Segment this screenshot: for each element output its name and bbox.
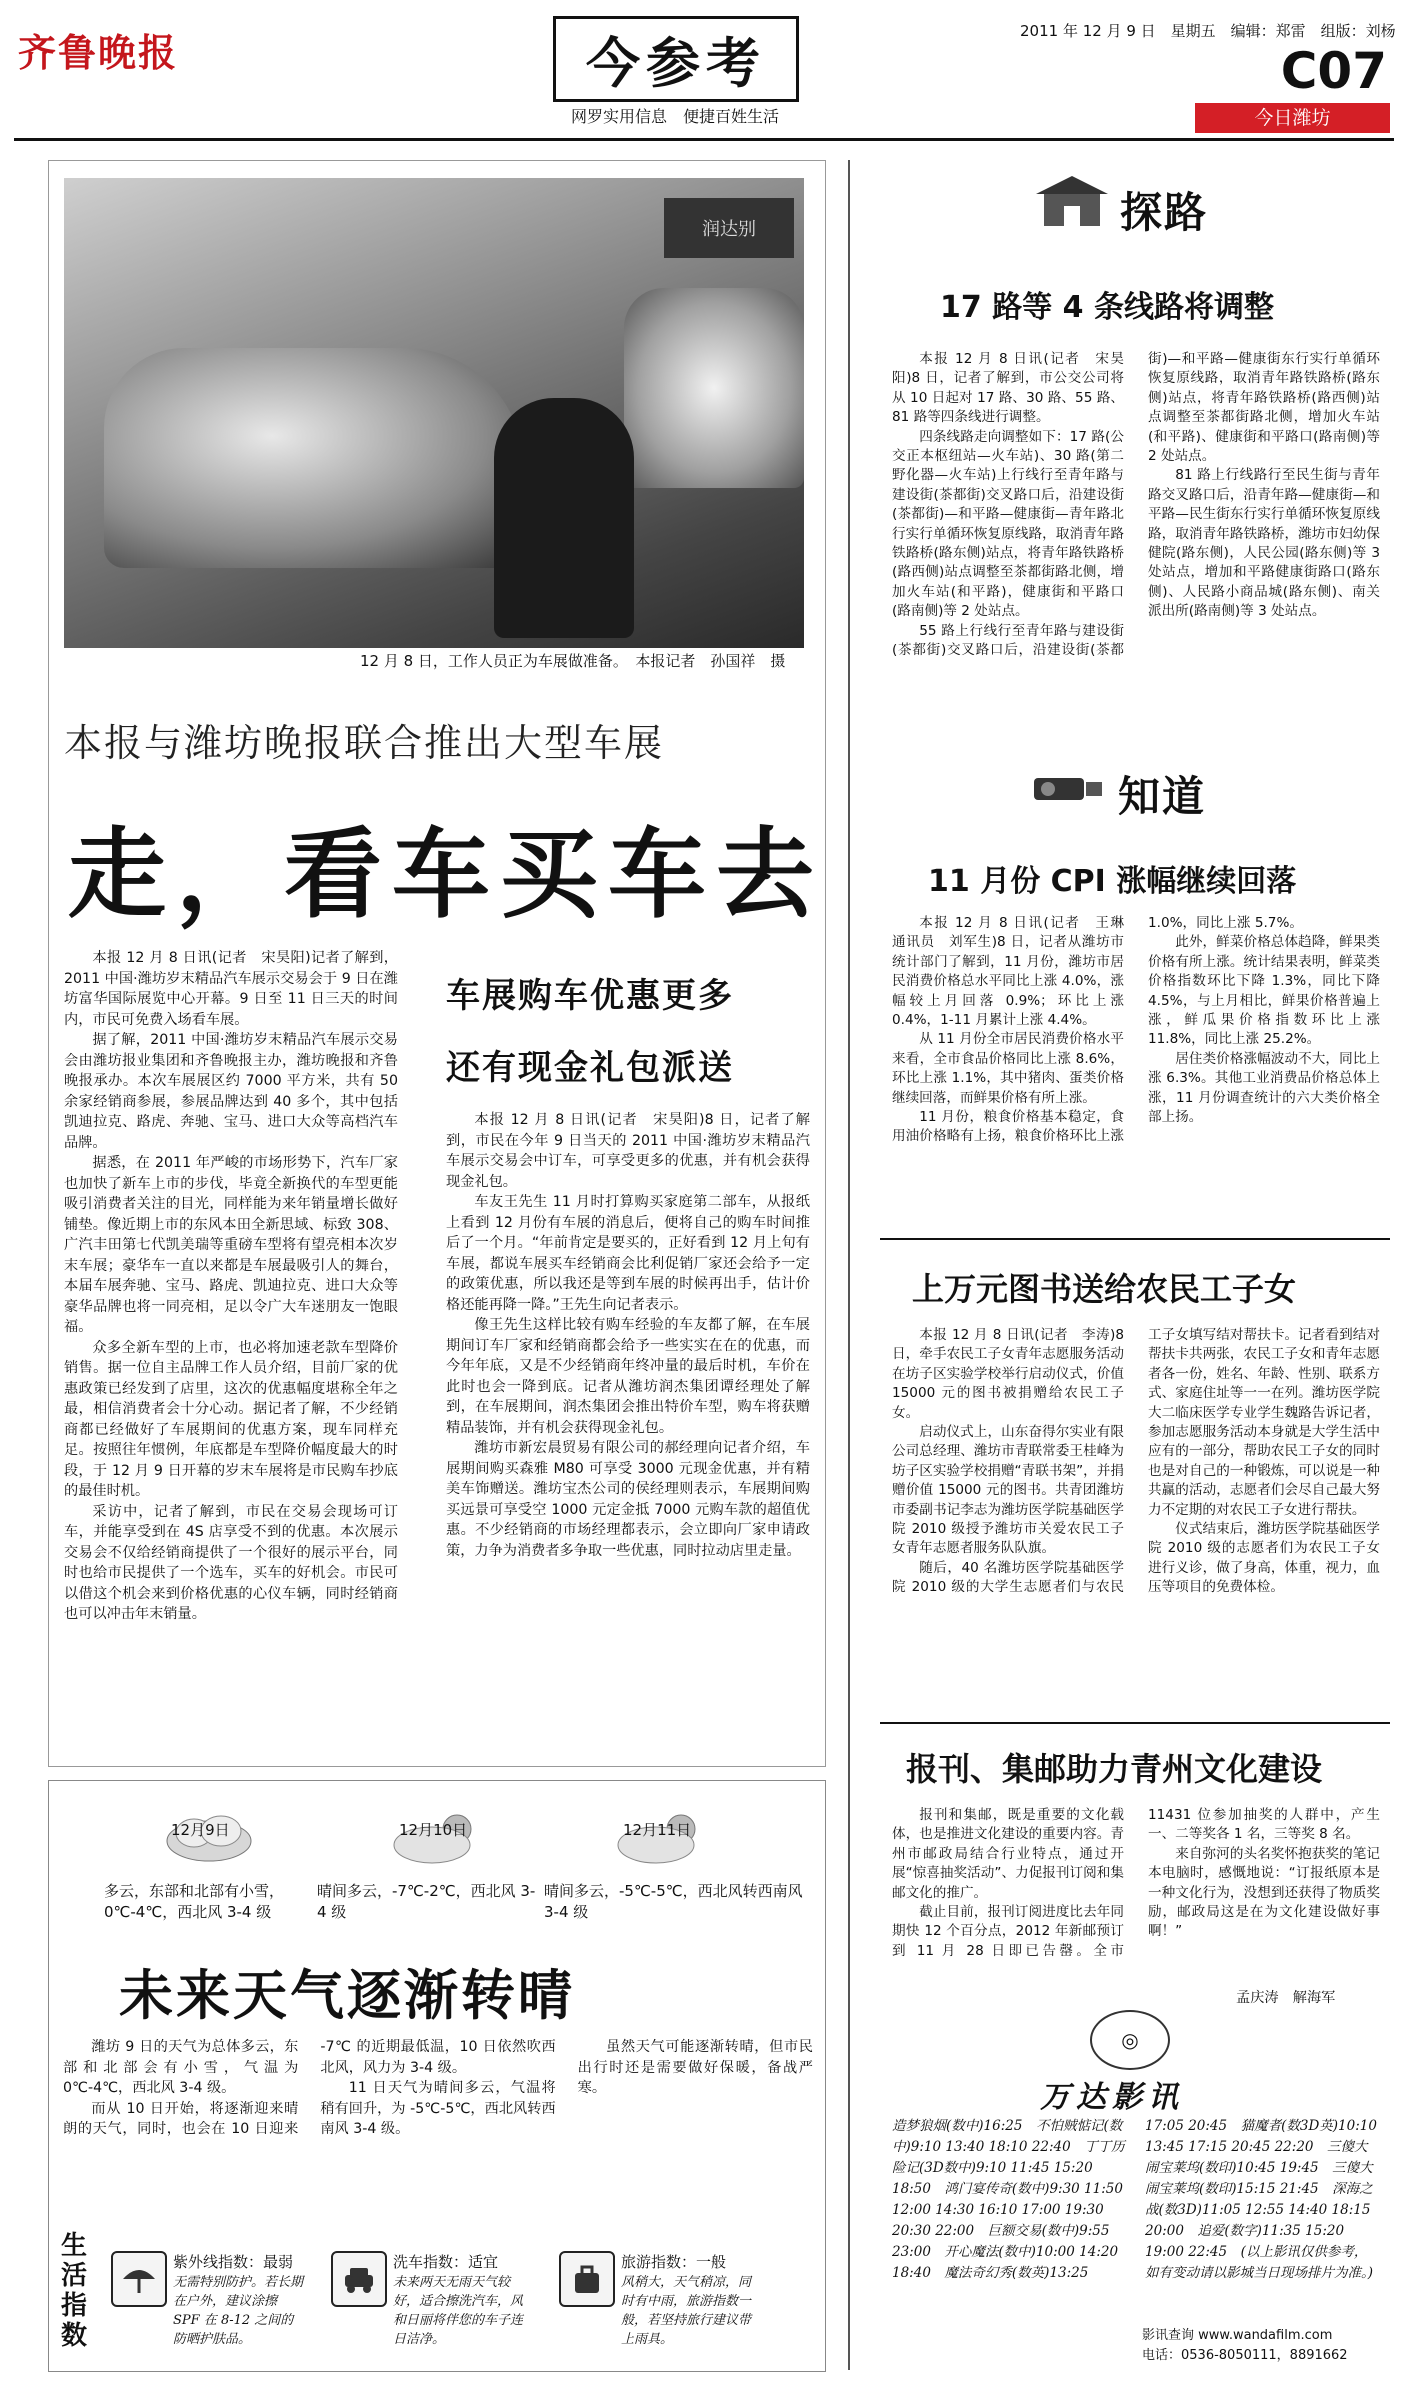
article1-paragraph: 四条线路走向调整如下：17 路(公交正本枢纽站—火车站)、30 路(第二野化器—火车站)上行线行至青年路与建设街(茶都街)交叉路口后，沿建设街(茶都街)—和平路—健康街—青年路北行实行单循环恢复原线路，取消青年路铁路桥(路东侧)站点，将青年路铁路桥(路西侧)站点调整至茶都街路北侧，增加火车站(和平路)，健康街和平路口(路南侧)等 2 处站点。 xyxy=(892,428,1124,620)
second-article-body xyxy=(446,1110,810,1561)
article3-paragraph: 仪式结束后，潍坊医学院基础医学院 2010 级的志愿者们为农民工子女进行义诊，做了身高，体重，视力，血压等项目的免费体检。 xyxy=(1148,1521,1380,1596)
lead-paragraph: 本报 12 月 8 日讯(记者 宋昊阳)记者了解到，2011 中国·潍坊岁末精品汽车展示交易会于 9 日在潍坊富华国际展览中心开幕。9 日至 11 日三天的时间内，市民可免费入场看车展。 xyxy=(64,950,398,1028)
second-article-title-1: 车展购车优惠更多 xyxy=(446,976,734,1016)
article4-paragraph: 来自弥河的头名奖怀抱获奖的笔记本电脑时，感慨地说：“订报纸原本是一种文化行为，没想到还获得了物质奖励，邮政局这是在为文化建设做好事啊！” xyxy=(1148,1845,1380,1940)
cinema-listings: 造梦狼烟(数中)16:25 不怕贼惦记(数中)9:10 13:40 18:10 22:40 丁丁历险记(3D数中)9:10 11:45 15:20 18:50 鸿门宴传奇(数中)9:30 11:50 12:00 14:30 16:10 17:00 19:30 20:30 22:00 巨额交易(数中)9:55 23:00 开心魔法(数中)10:00 14:20 18:40 魔法奇幻秀(数英)13:25 17:05 20:45 猫魔者(数3D英)10:10 13:45 17:15 20:45 22:20 三傻大闹宝莱坞(数印)10:45 19:45 三傻大闹宝莱坞(数印)15:15 21:45 深海之战(数3D)11:05 12:55 14:40 18:15 20:00 追爱(数字)11:35 15:20 19:00 22:45 (以上影讯仅供参考，如有变动请以影城当日现场排片为准。) xyxy=(892,2118,1377,2281)
weather-paragraph: 潍坊 9 日的天气为总体多云，东部和北部会有小雪，气温为 0℃-4℃，西北风 3-4 级。 xyxy=(63,2039,299,2096)
lead-paragraph: 据了解，2011 中国·潍坊岁末精品汽车展示交易会由潍坊报业集团和齐鲁晚报主办，潍坊晚报和齐鲁晚报承办。本次车展展区约 7000 平方米，共有 50 余家经销商参展，参展品牌达到 40 多个，其中包括凯迪拉克、路虎、奔驰、宝马、进口大众等高档汽车品牌。 xyxy=(64,1032,398,1151)
car-wash-icon xyxy=(331,2251,387,2307)
weather-date: 12月10日 xyxy=(399,1821,468,1839)
travel-index-text: 风稍大，天气稍凉，同时有中雨，旅游指数一般，若坚持旅行建议带上雨具。 xyxy=(621,2275,752,2347)
article2-paragraph: 居住类价格涨幅波动不大，同比上涨 6.3%。其他工业消费品价格总体上涨，11 月份调查统计的六大类价格全部上扬。 xyxy=(1148,1050,1380,1126)
life-index-label: 生活指数 xyxy=(61,2231,88,2351)
weather-paragraph: 虽然天气可能逐渐转晴，但市民出行时还是需要做好保暖，备战严寒。 xyxy=(577,2039,813,2096)
article2-paragraph: 从 11 月份全市居民消费价格水平来看，全市食品价格同比上涨 8.6%，环比上涨 1.1%，其中猪肉、蛋类价格继续回落，而鲜果价格有所上涨。 xyxy=(892,1031,1124,1106)
second-paragraph: 像王先生这样比较有购车经验的车友都了解，在车展期间订车厂家和经销商都会给予一些实实在在的优惠，而今年年底，又是不少经销商年终冲量的最后时机，车价在此时也会一降到底。记者从潍坊润杰集团谭经理处了解到，在车展期间，润杰集团会推出特价车型，购车将获赠精品装饰，并有机会获得现金礼包。 xyxy=(446,1317,810,1436)
date-line: 2011 年 12 月 9 日 星期五 编辑：郑雷 组版：刘杨 xyxy=(1020,22,1396,40)
second-paragraph: 车友王先生 11 月时打算购买家庭第二部车，从报纸上看到 12 月份有车展的消息后，便将自己的购车时间推后了一个月。“年前肯定是要买的，正好看到 12 月上旬有车展，都说车展买车经销商会比利促销厂家还会给予一定的政策优惠，所以我还是等到车展的时候再出手，估计价格还能再降一降。”王先生向记者表示。 xyxy=(446,1194,810,1313)
cinema-logo xyxy=(1090,2010,1170,2070)
weather-forecast: 多云，东部和北部有小雪，0℃-4℃，西北风 3-4 级 xyxy=(104,1882,285,1921)
weather-forecast: 晴间多云，-5℃-5℃，西北风转西南风 3-4 级 xyxy=(544,1882,803,1921)
article4-paragraph: 截止目前，报刊订阅进度比去年同期快 12 个百分点，2012 年新邮预订到 11 月 28 日即已告罄。全市 11431 位参加抽奖的人群中，产生一、二等奖各 1 名，三等奖 8 名。 xyxy=(892,1807,1380,1959)
article1-paragraph: 本报 12 月 8 日讯(记者 宋昊阳)8 日，记者了解到，市公交公司将从 10 日起对 17 路、30 路、55 路、81 路等四条线进行调整。 xyxy=(892,351,1124,426)
article1-paragraph: 55 路上行线行至青年路与建设街(茶都街)交叉路口后，沿建设街(茶都街)—和平路—健康街东行实行单循环恢复原线路，取消青年路铁路桥(路东侧)站点，将青年路铁路桥(路西侧)站点调整至茶都街路北侧，增加火车站(和平路)、健康街和平路口(路南侧)等 2 处站点。 xyxy=(892,351,1380,659)
section-rule xyxy=(880,1722,1390,1724)
photo-sign: 润达别 xyxy=(664,198,794,258)
car-wash-index-text: 未来两天无雨天气较好，适合擦洗汽车，风和日丽将伴您的车子连日洁净。 xyxy=(393,2275,524,2347)
photo-worker xyxy=(494,398,634,638)
second-paragraph: 潍坊市新宏晨贸易有限公司的郝经理向记者介绍，车展期间购买森雅 M80 可享受 3000 元现金优惠，并有精美车饰赠送。潍坊宝杰公司的侯经理则表示，车展期间购买远景可享受空 1000 元定金抵 7000 元购车款的超值优惠。不少经销商的市场经理都表示，会立即向厂家申请政策，力争为消费者多争取一些优惠，同时拉动店里走量。 xyxy=(446,1440,810,1559)
weather-paragraph: 而从 10 日开始，将逐渐迎来晴朗的天气，同时，也会在 10 日迎来 -7℃ 的近期最低温，10 日依然吹西北风，风力为 3-4 级。 xyxy=(63,2039,556,2137)
weather-date: 12月9日 xyxy=(171,1821,230,1839)
cinema-logo-mark: ◎ xyxy=(1121,2028,1139,2052)
photo-car-right xyxy=(624,288,804,488)
zhidao-label: 知道 xyxy=(1118,772,1207,821)
lead-headline: 走，看车买车去 xyxy=(68,818,825,932)
section-slogan: 网罗实用信息 便捷百姓生活 xyxy=(570,107,779,126)
paper-name: 齐鲁晚报 xyxy=(18,30,179,75)
umbrella-icon xyxy=(111,2251,167,2307)
travel-icon xyxy=(559,2251,615,2307)
article3-paragraph: 随后，40 名潍坊医学院基础医学院 2010 级的大学生志愿者们与农民工子女填写结对帮扶卡。记者看到结对帮扶卡共两张，农民工子女和青年志愿者各一份，姓名、年龄、性别、联系方式、家庭住址等一一在列。潍坊医学院大二临床医学专业学生魏路告诉记者，参加志愿服务活动本身就是大学生活中应有的一部分，帮助农民工子女的同时也是对自己的一种锻炼，可以说是一种共赢的活动，志愿者们会尽自己最大努力不定期的对农民工子女进行帮扶。 xyxy=(892,1327,1380,1596)
photo-caption: 12 月 8 日，工作人员正为车展做准备。 本报记者 孙国祥 摄 xyxy=(360,652,786,670)
uv-index-text: 无需特别防护。若长期在户外，建议涂擦 SPF 在 8-12 之间的防晒护肤品。 xyxy=(173,2275,304,2347)
weather-forecast: 晴间多云，-7℃-2℃，西北风 3-4 级 xyxy=(317,1882,536,1921)
second-paragraph: 本报 12 月 8 日讯(记者 宋昊阳)8 日，记者了解到，市民在今年 9 日当天的 2011 中国·潍坊岁末精品汽车展示交易会中订车，可享受更多的优惠，并有机会获得现金礼包。 xyxy=(446,1112,810,1190)
second-article-title-2: 还有现金礼包派送 xyxy=(446,1048,734,1088)
article3-body xyxy=(892,1326,1380,1706)
article2-paragraph: 本报 12 月 8 日讯(记者 王琳 通讯员 刘军生)8 日，记者从潍坊市统计部门了解到，11 月份，潍坊市居民消费价格总水平同比上涨 4.0%，涨幅较上月回落 0.9%；环比上涨 0.4%，1-11 月累计上涨 4.4%。 xyxy=(892,915,1138,1029)
cinema-title: 万达影讯 xyxy=(1040,2080,1184,2115)
article2-body xyxy=(892,914,1380,1224)
article3-title: 上万元图书送给农民工子女 xyxy=(912,1270,1297,1308)
section-title: 今参考 xyxy=(586,30,766,95)
weather-article-body xyxy=(63,2037,813,2140)
article1-paragraph: 81 路上行线路行至民生街与青年路交叉路口后，沿青年路—健康街—和平路—民生街东行实行单循环恢复原线路，取消青年路铁路桥，潍坊市妇幼保健院(路东侧)，人民公园(路东侧)等 3 处站点，增加和平路健康街路口(路东侧)、人民路小商品城(路东侧)、南关派出所(路南侧)等 3 处站点。 xyxy=(1148,467,1380,620)
weather-paragraph: 11 日天气为晴间多云，气温将稍有回升，为 -5℃-5℃，西北风转西南风 3-4 级。 xyxy=(320,2080,556,2137)
article4-byline: 孟庆涛 解海军 xyxy=(1236,1990,1336,2006)
article3-paragraph: 启动仪式上，山东奋得尔实业有限公司总经理、潍坊市青联常委王桂峰为坊子区实验学校捐赠“青联书架”，并捐赠价值 15000 元的图书。共青团潍坊市委副书记李志为潍坊医学院基础医学院 2010 级授予潍坊市关爱农民工子女青年志愿者服务队队旗。 xyxy=(892,1424,1124,1557)
article4-body xyxy=(892,1806,1380,1986)
car-show-photo xyxy=(64,178,804,648)
region-tab: 今日潍坊 xyxy=(1195,103,1390,133)
article3-paragraph: 本报 12 月 8 日讯(记者 李涛)8 日，牵手农民工子女青年志愿服务活动在坊子区实验学校举行启动仪式，价值 15000 元的图书被捐赠给农民工子女。 xyxy=(892,1327,1124,1421)
travel-index-title: 旅游指数：一般 xyxy=(621,2253,727,2271)
cinema-website: 影讯查询 www.wandafilm.com xyxy=(1142,2328,1333,2343)
article4-title: 报刊、集邮助力青州文化建设 xyxy=(906,1750,1323,1788)
cinema-phone: 电话：0536-8050111，8891662 xyxy=(1142,2348,1348,2363)
lead-paragraph: 众多全新车型的上市，也必将加速老款车型降价销售。据一位自主品牌工作人员介绍，目前厂家的优惠政策已经发到了店里，这次的优惠幅度堪称全年之最，相信消费者会十分心动。据记者了解，不少经销商都已经做好了车展期间的优惠方案，现车同样充足。按照往年惯例，年底都是车型降价幅度最大的时段，于 12 月 9 日开幕的岁末车展将是市民购车抄底的最佳时机。 xyxy=(64,1339,398,1499)
article2-paragraph: 此外，鲜菜价格总体趋降，鲜果类价格有所上涨。统计结果表明，鲜菜类价格指数环比下降 1.3%，同比下降 4.5%，与上月相比，鲜果价格普遍上涨，鲜瓜果价格指数环比上涨 11.8%，同比上涨 25.2%。 xyxy=(1148,934,1380,1048)
tanlu-label: 探路 xyxy=(1120,188,1209,237)
projector-icon xyxy=(1030,768,1106,808)
photo-car-left xyxy=(104,348,524,568)
lead-paragraph: 据悉，在 2011 年严峻的市场形势下，汽车厂家也加快了新车上市的步伐，毕竟全新换代的车型更能吸引消费者关注的目光，同样能为来年销量增长做好铺垫。像近期上市的东风本田全新思域、标致 308、广汽丰田第七代凯美瑞等重磅车型将有望亮相本次岁末车展；豪华车一直以来都是车展最吸引人的舞台，本届车展奔驰、宝马、路虎、凯迪拉克、进口大众等豪华品牌也将一同亮相，足以令广大车迷朋友一饱眼福。 xyxy=(64,1155,398,1335)
article2-title: 11 月份 CPI 涨幅继续回落 xyxy=(928,864,1297,899)
lead-article-body xyxy=(64,948,398,1625)
uv-index-title: 紫外线指数：最弱 xyxy=(173,2253,294,2271)
weather-box xyxy=(48,1780,826,2372)
section-title-box xyxy=(553,16,799,102)
car-wash-index-title: 洗车指数：适宜 xyxy=(393,2253,499,2271)
page-number: C07 xyxy=(1280,42,1387,100)
weather-date: 12月11日 xyxy=(623,1821,692,1839)
article2-paragraph: 11 月份，粮食价格基本稳定，食用油价格略有上扬，粮食价格环比上涨 1.0%，同比上涨 5.7%。 xyxy=(892,915,1303,1145)
section-rule xyxy=(880,1238,1390,1240)
masthead-rule xyxy=(14,138,1394,141)
article1-body xyxy=(892,350,1380,740)
weather-title: 未来天气逐渐转晴 xyxy=(119,1964,575,2027)
article1-title: 17 路等 4 条线路将调整 xyxy=(940,290,1274,325)
column-divider xyxy=(848,160,850,2370)
city-gate-icon xyxy=(1030,172,1114,232)
lead-paragraph: 采访中，记者了解到，市民在交易会现场可订车，并能享受到在 4S 店享受不到的优惠。本次展示交易会不仅给经销商提供了一个很好的展示平台，同时也给市民提供了一个选车，买车的好机会。市民可以借这个机会来到价格优惠的心仪车辆，同时经销商也可以冲击年末销量。 xyxy=(64,1503,398,1622)
article4-paragraph: 报刊和集邮，既是重要的文化载体，也是推进文化建设的重要内容。青州市邮政局结合行业特点，通过开展“惊喜抽奖活动”、力促报刊订阅和集邮文化的推广。 xyxy=(892,1807,1124,1901)
lead-subhead: 本报与潍坊晚报联合推出大型车展 xyxy=(64,721,665,765)
